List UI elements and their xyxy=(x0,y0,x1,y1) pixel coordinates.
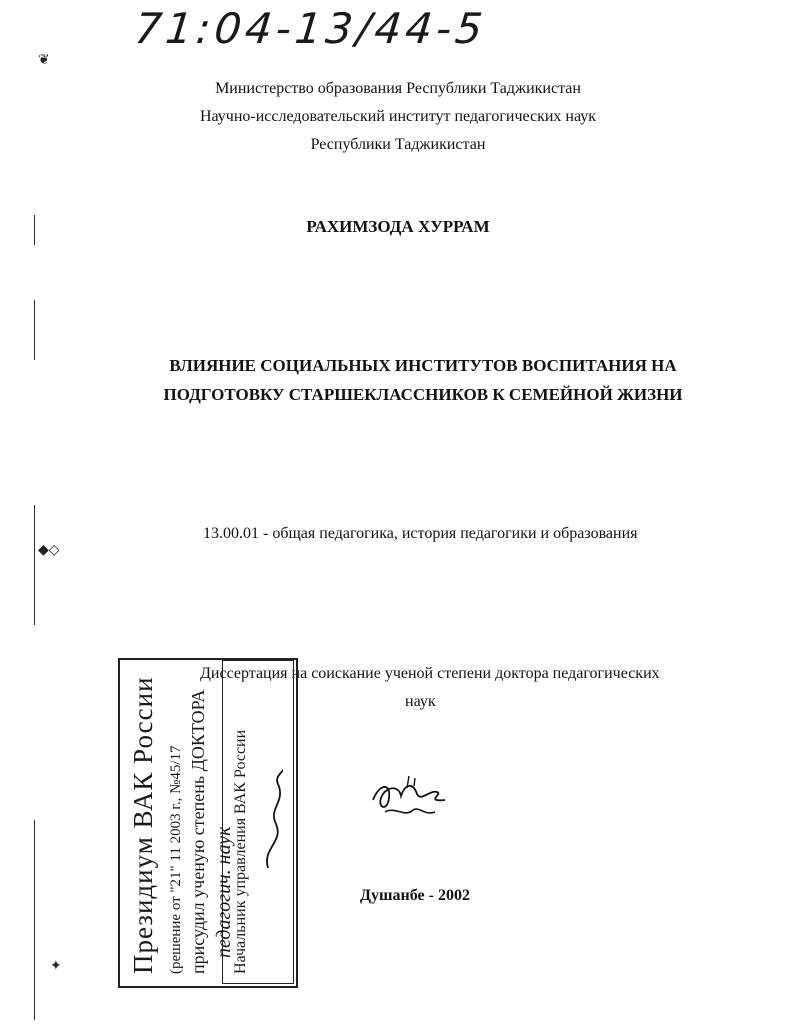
dissertation-type-line-1: Диссертация на соискание ученой степени доктора педагогических xyxy=(200,665,660,682)
scan-mark-middle: ◆◇ xyxy=(38,542,60,558)
stamp-line-4: педагогич. наук xyxy=(213,826,235,958)
title-line-1: ВЛИЯНИЕ СОЦИАЛЬНЫХ ИНСТИТУТОВ ВОСПИТАНИЯ НА xyxy=(169,356,677,375)
archive-code-handwritten: 71:04-13/44-5 xyxy=(132,4,489,53)
stamp-line-1: Президиум ВАК России xyxy=(128,676,158,974)
ministry-name: Министерство образования Республики Таджикистан xyxy=(215,80,581,97)
dissertation-type-line-2: наук xyxy=(405,693,436,710)
specialty-code: 13.00.01 - общая педагогика, история педагогики и образования xyxy=(203,525,638,542)
institute-name: Научно-исследовательский институт педагогических наук xyxy=(199,108,597,125)
stamp-line-3: присудил ученую степень ДОКТОРА xyxy=(188,689,208,974)
republic-name: Республики Таджикистан xyxy=(310,136,486,153)
city-year: Душанбе - 2002 xyxy=(360,887,470,904)
scan-edge-line xyxy=(34,300,35,360)
stamp-signature xyxy=(258,768,292,878)
scan-mark-bottom: ✦ xyxy=(50,958,62,974)
scan-mark-top: ❦ xyxy=(38,52,50,68)
vak-stamp xyxy=(118,658,298,988)
stamp-line-2: (решение от "21" 11 2003 г., №45/17 xyxy=(168,745,184,974)
stamp-line-5: Начальник управления ВАК России xyxy=(232,729,249,974)
author-name: РАХИМЗОДА ХУРРАМ xyxy=(306,217,490,236)
signature xyxy=(365,772,455,827)
scan-edge-line xyxy=(34,505,35,625)
title-line-2: ПОДГОТОВКУ СТАРШЕКЛАССНИКОВ К СЕМЕЙНОЙ ЖИЗНИ xyxy=(163,385,683,404)
scan-edge-line xyxy=(34,820,35,1020)
